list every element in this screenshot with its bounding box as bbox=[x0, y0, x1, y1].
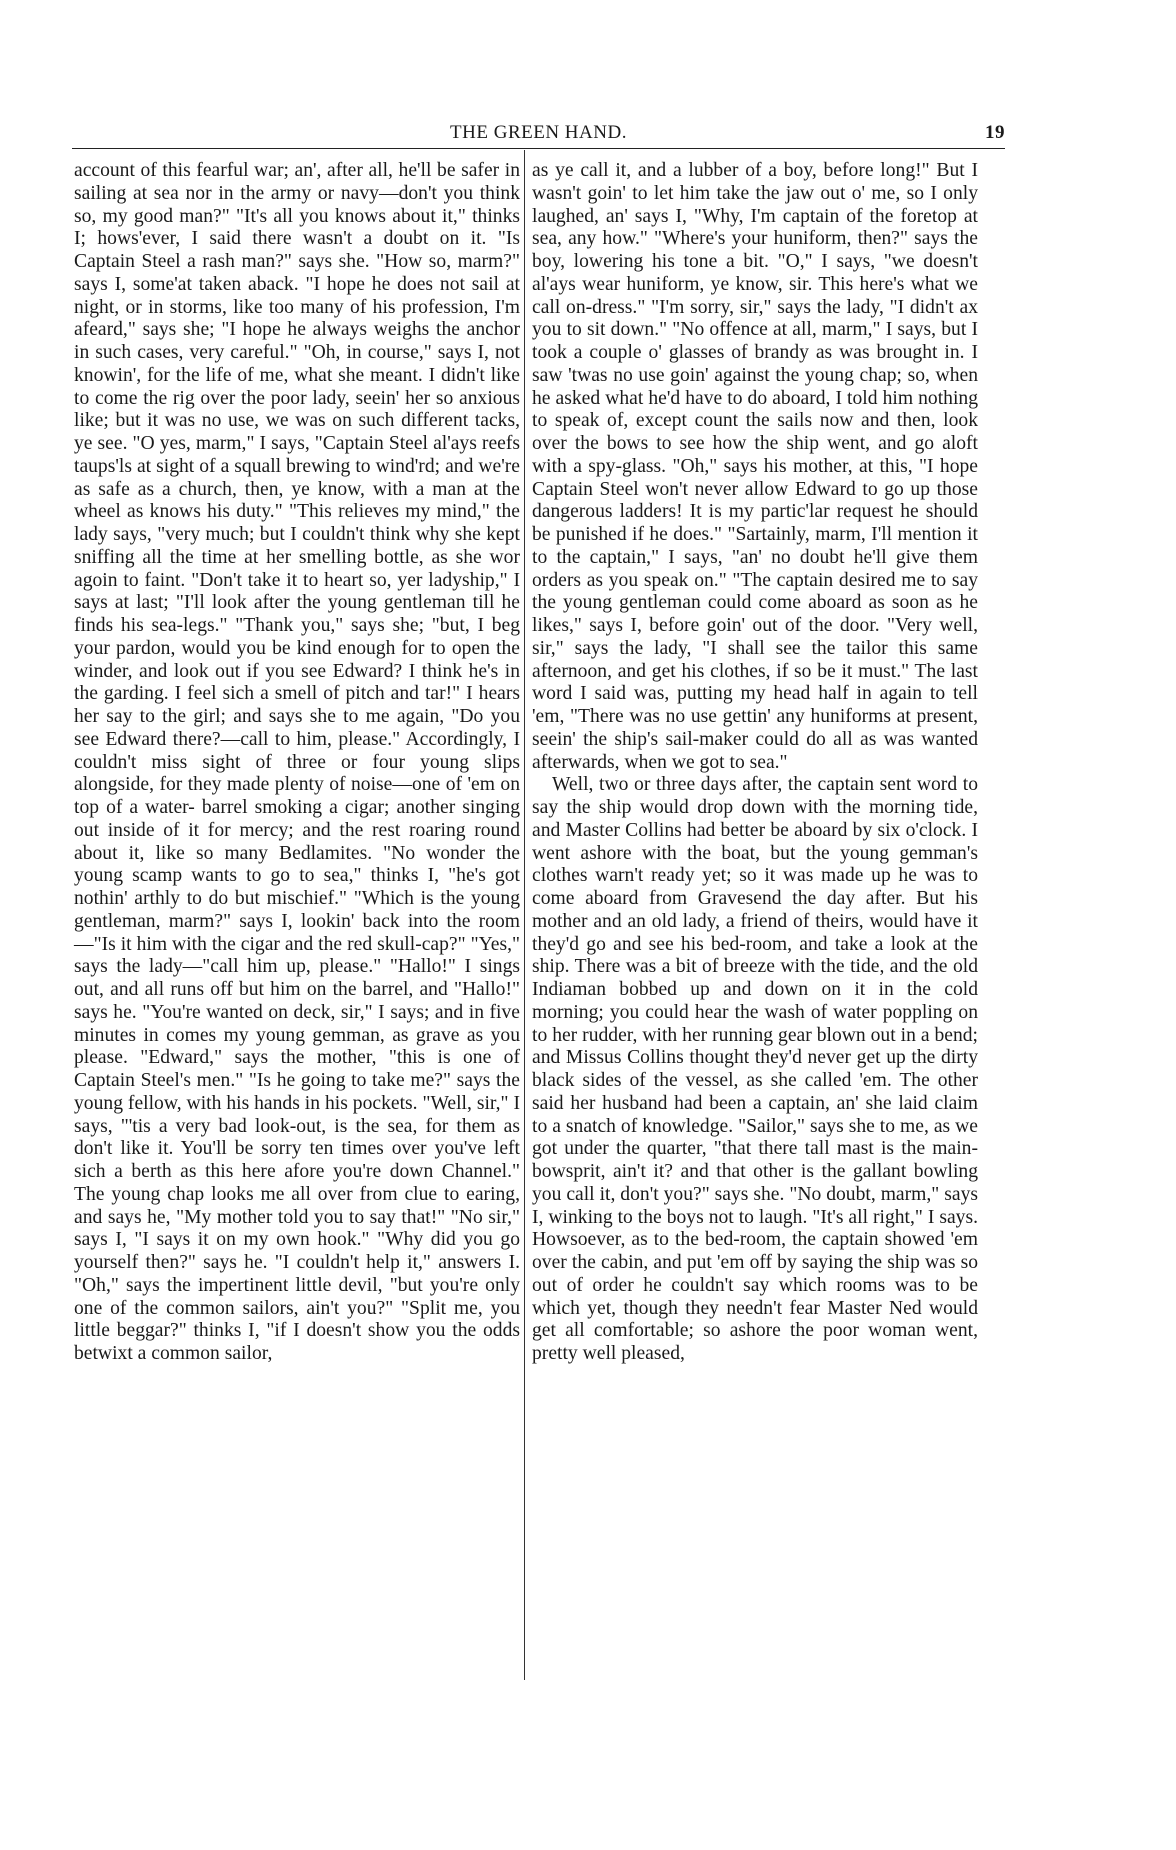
right-column bbox=[532, 160, 978, 1366]
header-rule bbox=[72, 148, 1005, 149]
page-header bbox=[72, 120, 1005, 146]
column-divider bbox=[524, 150, 525, 1680]
running-title: THE GREEN HAND. bbox=[450, 122, 627, 143]
paragraph: account of this fearful war; an', after all, he'll be safer in sailing at sea nor in the army or navy—don't you think so, my good man?" "It's all you knows about it," thinks I; hows'ever, I said there wasn't a doubt on it. "Is Captain Steel a rash man?" says she. "How so, marm?" says I, some'at taken aback. "I hope he does not sail at night, or in storms, like too many of his profession, I'm afeard," says she; "I hope he always weighs the anchor in such cases, very careful." "Oh, in course," says I, not knowin', for the life of me, what she meant. I didn't like to come the rig over the poor lady, seein' her so anxious like; but it was no use, we was on such different tacks, ye see. "O yes, marm," I says, "Captain Steel al'ays reefs taups'ls at sight of a squall brewing to wind'rd; and we're as safe as a church, then, ye know, with a man at the wheel as knows his duty." "This relieves my mind," the lady says, "very much; but I couldn't think why she kept sniffing all the time at her smelling bottle, as she wor agoin to faint. "Don't take it to heart so, yer ladyship," I says at last; "I'll look after the young gentleman till he finds his sea-legs." "Thank you," says she; "but, I beg your pardon, would you be kind enough for to open the winder, and look out if you see Edward? I think he's in the garding. I feel sich a smell of pitch and tar!" I hears her say to the girl; and says she to me again, "Do you see Edward there?—call to him, please." Accordingly, I couldn't miss sight of three or four young slips alongside, for they made plenty of noise—one of 'em on top of a water- barrel smoking a cigar; another singing out inside of it for mercy; and the rest roaring round about it, like so many Bedlamites. "No wonder the young scamp wants to go to sea," thinks I, "he's got nothin' arthly to do but mischief." "Which is the young gentleman, marm?" says I, lookin' back into the room—"Is it him with the cigar and the red skull-cap?" "Yes," says the lady—"call him up, please." "Hallo!" I sings out, and all runs off but him on the barrel, and "Hallo!" says he. "You're wanted on deck, sir," I says; and in five minutes in comes my young gemman, as grave as you please. "Edward," says the mother, "this is one of Captain Steel's men." "Is he going to take me?" says the young fellow, with his hands in his pockets. "Well, sir," I says, "'tis a very bad look-out, is the sea, for them as don't like it. You'll be sorry ten times over you've left sich a berth as this here afore you're down Channel." The young chap looks me all over from clue to earing, and says he, "My mother told you to say that!" "No sir," says I, "I says it on my own hook." "Why did you go yourself then?" says he. "I couldn't help it," answers I. "Oh," says the impertinent little devil, "but you're only one of the common sailors, ain't you?" "Split me, you little beggar?" thinks I, "if I doesn't show you the odds betwixt a common sailor, bbox=[74, 160, 520, 1364]
paragraph: Well, two or three days after, the captain sent word to say the ship would drop down with the morning tide, and Master Collins had better be aboard by six o'clock. I went ashore with the boat, but the young gemman's clothes warn't ready yet; so it was made up he was to come aboard from Gravesend the day after. But his mother and an old lady, a friend of theirs, would have it they'd go and see his bed-room, and take a look at the ship. There was a bit of breeze with the tide, and the old Indiaman bobbed up and down on it in the cold morning; you could hear the wash of water poppling on to her rudder, with her running gear blown out in a bend; and Missus Collins thought they'd never get up the dirty black sides of the vessel, as she called 'em. The other said her husband had been a captain, an' she laid claim to a snatch of knowledge. "Sailor," says she to me, as we got under the quarter, "that there tall mast is the main-bowsprit, ain't it? and that other is the gallant bowling you call it, don't you?" says she. "No doubt, marm," says I, winking to the boys not to laugh. "It's all right," I says. Howsoever, as to the bed-room, the captain showed 'em over the cabin, and put 'em off by saying the ship was so out of order he couldn't say which rooms was to be which yet, though they needn't fear Master Ned would get all comfortable; so ashore the poor woman went, pretty well pleased, bbox=[532, 774, 978, 1364]
paragraph: as ye call it, and a lubber of a boy, before long!" But I wasn't goin' to let him take the jaw out o' me, so I only laughed, an' says I, "Why, I'm captain of the foretop at sea, any how." "Where's your huniform, then?" says the boy, lowering his tone a bit. "O," I says, "we doesn't al'ays wear huniform, ye know, sir. This here's what we call on-dress." "I'm sorry, sir," says the lady, "I didn't ax you to sit down." "No offence at all, marm," I says, but I took a couple o' glasses of brandy as was brought in. I saw 'twas no use goin' against the young chap; so, when he asked what he'd have to do aboard, I told him nothing to speak of, except count the sails now and then, look over the bows to see how the ship went, and go aloft with a spy-glass. "Oh," says his mother, at this, "I hope Captain Steel won't never allow Edward to go up those dangerous ladders! It is my partic'lar request he should be punished if he does." "Sartainly, marm, I'll mention it to the captain," I says, "an' no doubt he'll give them orders as you speak on." "The captain desired me to say the young gentleman could come aboard as soon as he likes," says I, before goin' out of the door. "Very well, sir," says the lady, "I shall see the tailor this same afternoon, and get his clothes, if so be it must." The last word I said was, putting my head half in again to tell 'em, "There was no use gettin' any huniforms at present, seein' the ship's sail-maker could do all as was wanted afterwards, when we got to sea." bbox=[532, 160, 978, 773]
left-column bbox=[74, 160, 520, 1366]
page-number: 19 bbox=[985, 122, 1005, 143]
